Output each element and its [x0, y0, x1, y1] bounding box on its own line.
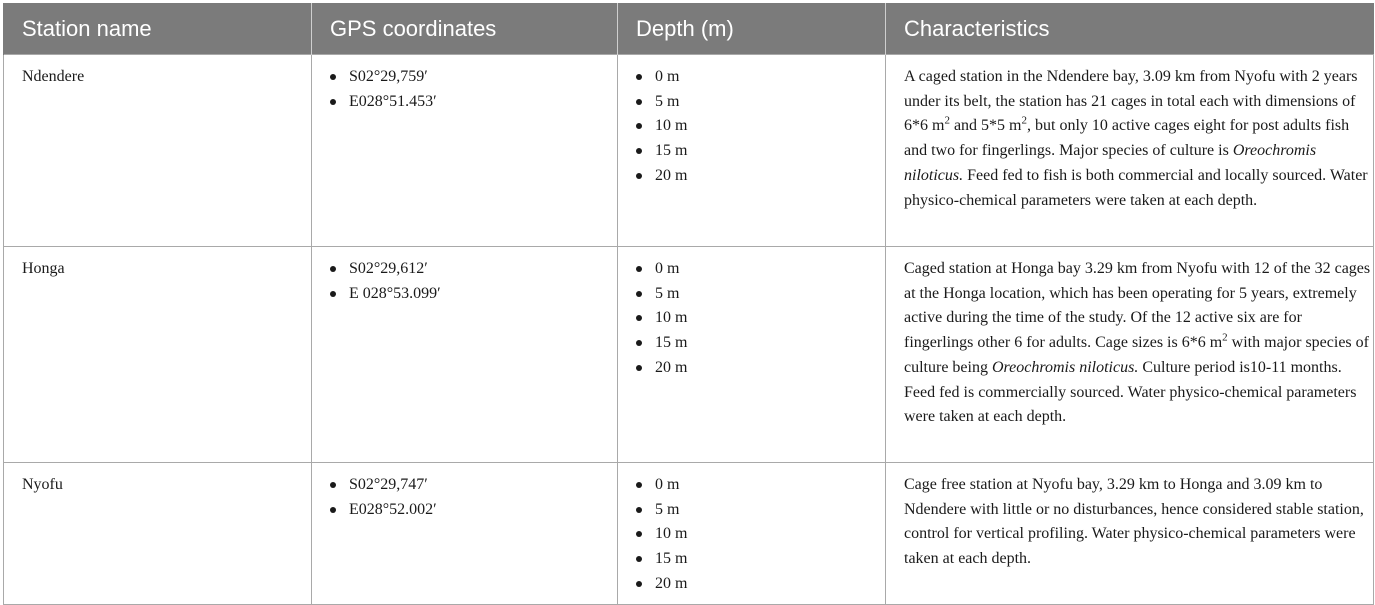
gps-latitude: S02°29,747′: [330, 473, 617, 498]
characteristics-text: A caged station in the Ndendere bay, 3.09 km from Nyofu with 2 years under its belt, the station has 21 cages in total each with dimensions of 6*6 m: [904, 68, 1358, 135]
gps-longitude: E 028°53.099′: [330, 282, 617, 307]
superscript: 2: [1222, 331, 1228, 344]
species-name: Oreochromis niloticus.: [904, 142, 1317, 184]
gps-latitude: S02°29,759′: [330, 65, 617, 90]
depth-item: 15 m: [636, 547, 885, 572]
depth-item: 20 m: [636, 572, 885, 597]
gps-list: [330, 257, 617, 306]
species-name: Oreochromis niloticus.: [991, 358, 1139, 376]
depth-item: 5 m: [636, 498, 885, 523]
characteristics-text: and 5*5 m: [949, 117, 1022, 135]
station-name-cell: Ndendere: [4, 55, 312, 247]
depth-list: [636, 257, 885, 381]
gps-cell: [312, 247, 618, 463]
depth-item: 0 m: [636, 257, 885, 282]
characteristics-text: , but only 10 active cages eight for post adults fish and two for fingerlings. Major species of culture is: [904, 117, 1350, 160]
depth-list: [636, 473, 885, 597]
header-depth: Depth (m): [618, 3, 886, 55]
table-row: [4, 55, 1374, 247]
gps-cell: [312, 463, 618, 605]
depth-cell: [618, 55, 886, 247]
characteristics-cell: [886, 55, 1374, 247]
header-gps-coordinates: GPS coordinates: [312, 3, 618, 55]
depth-item: 15 m: [636, 331, 885, 356]
depth-item: 0 m: [636, 473, 885, 498]
table-row: [4, 247, 1374, 463]
superscript: 2: [944, 115, 950, 128]
header-characteristics: Characteristics: [886, 3, 1374, 55]
station-name-cell: Honga: [4, 247, 312, 463]
gps-latitude: S02°29,612′: [330, 257, 617, 282]
gps-longitude: E028°52.002′: [330, 498, 617, 523]
depth-item: 15 m: [636, 139, 885, 164]
characteristics-cell: [886, 247, 1374, 463]
gps-list: [330, 473, 617, 522]
characteristics-text: with major species of culture being: [904, 334, 1369, 376]
depth-cell: [618, 463, 886, 605]
header-station-name: Station name: [4, 3, 312, 55]
depth-cell: [618, 247, 886, 463]
depth-item: 20 m: [636, 356, 885, 381]
characteristics-text: Feed fed to fish is both commercial and locally sourced. Water physico-chemical parameters were taken at each depth.: [904, 166, 1368, 209]
depth-list: [636, 65, 885, 189]
gps-longitude: E028°51.453′: [330, 90, 617, 115]
characteristics-text: Culture period is10-11 months. Feed fed is commercially sourced. Water physico-chemical parameters were taken at each depth.: [904, 358, 1357, 426]
depth-item: 10 m: [636, 306, 885, 331]
depth-item: 5 m: [636, 282, 885, 307]
depth-item: 10 m: [636, 522, 885, 547]
depth-item: 5 m: [636, 90, 885, 115]
depth-item: 0 m: [636, 65, 885, 90]
characteristics-text: Caged station at Honga bay 3.29 km from Nyofu with 12 of the 32 cages at the Honga location, which has been operating for 5 years, extremely active during the time of the study. Of the 12 active six are for fingerlings other 6 for adults. Cage sizes is 6*6 m: [904, 260, 1371, 352]
table-row: [4, 463, 1374, 605]
station-name-cell: Nyofu: [4, 463, 312, 605]
characteristics-cell: [886, 463, 1374, 605]
stations-table: [3, 3, 1374, 605]
gps-cell: [312, 55, 618, 247]
header-row: [4, 3, 1374, 55]
depth-item: 20 m: [636, 164, 885, 189]
gps-list: [330, 65, 617, 114]
depth-item: 10 m: [636, 114, 885, 139]
characteristics-text: Cage free station at Nyofu bay, 3.29 km to Honga and 3.09 km to Ndendere with little or no disturbances, hence considered stable station, control for vertical profiling. Water physico-chemical parameters were taken at each depth.: [904, 476, 1364, 568]
superscript: 2: [1021, 115, 1027, 128]
